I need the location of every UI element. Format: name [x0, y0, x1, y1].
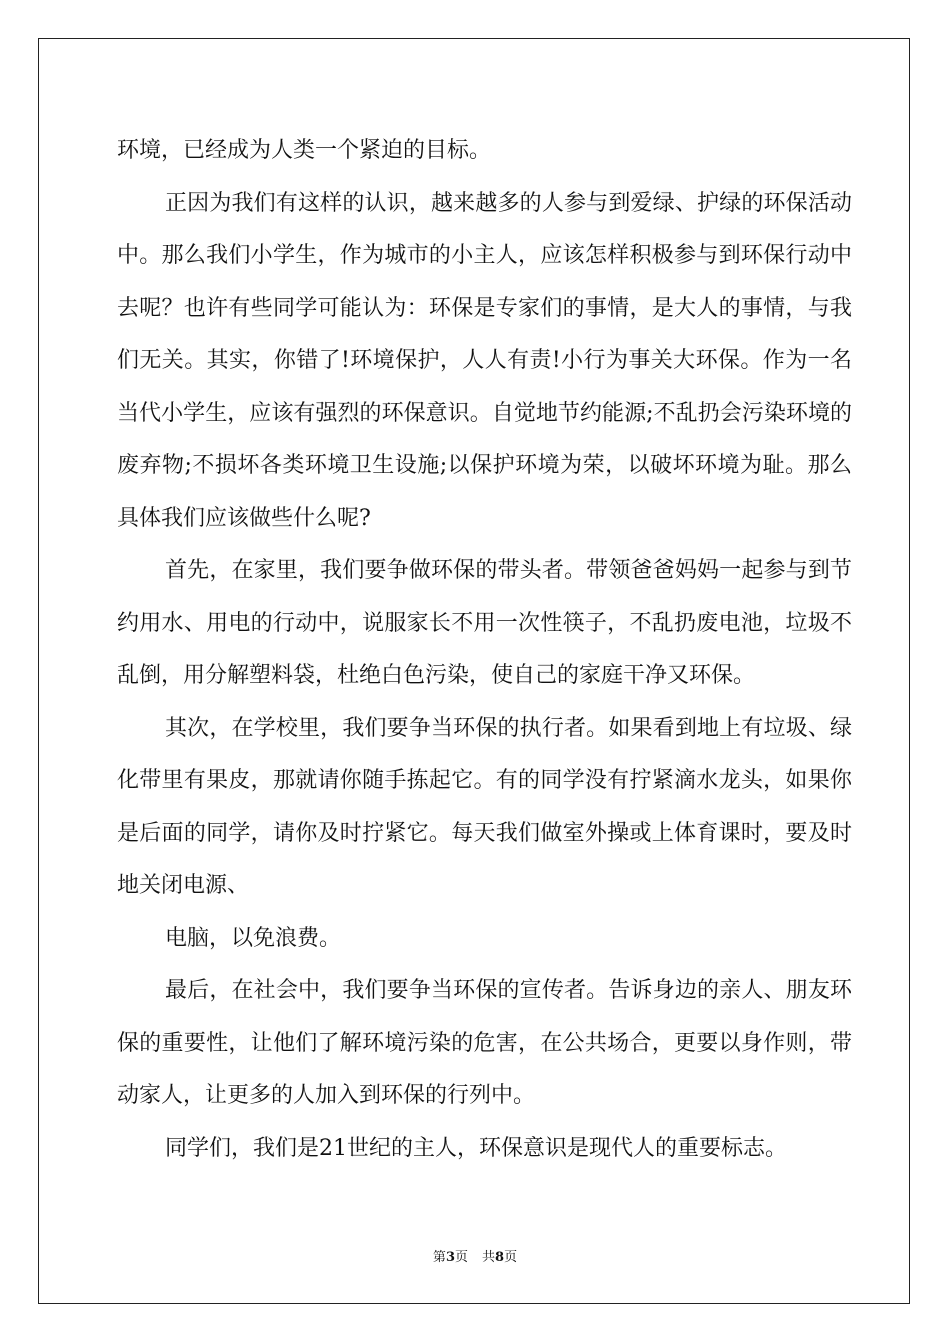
total-page-count: 8: [495, 1250, 505, 1265]
paragraph-7: 同学们，我们是21世纪的主人，环保意识是现代人的重要标志。: [165, 1135, 787, 1161]
paragraph-3: 首先，在家里，我们要争做环保的带头者。带领爸爸妈妈一起参与到节约用水、用电的行动中，说服家长不用一次性筷子，不乱扔废电池，垃圾不乱倒，用分解塑料袋，杜绝白色污染，使自己的家庭干净又环保。: [117, 558, 852, 688]
paragraph-6: 最后，在社会中，我们要争当环保的宣传者。告诉身边的亲人、朋友环保的重要性，让他们了解环境污染的危害，在公共场合，更要以身作则，带动家人，让更多的人加入到环保的行列中。: [117, 978, 852, 1108]
document-body: [117, 125, 852, 1175]
paragraph-5: 电脑，以免浪费。: [165, 925, 342, 951]
paragraph-2: 正因为我们有这样的认识，越来越多的人参与到爱绿、护绿的环保活动中。那么我们小学生，作为城市的小主人，应该怎样积极参与到环保行动中去呢？也许有些同学可能认为：环保是专家们的事情，是大人的事情，与我们无关。其实，你错了!环境保护，人人有责!小行为事关大环保。作为一名当代小学生，应该有强烈的环保意识。自觉地节约能源;不乱扔会污染环境的废弃物;不损坏各类环境卫生设施;以保护环境为荣，以破坏环境为耻。那么具体我们应该做些什么呢?: [117, 190, 852, 531]
paragraph-1: 环境，已经成为人类一个紧迫的目标。: [117, 138, 492, 163]
paragraph-4: 其次，在学校里，我们要争当环保的执行者。如果看到地上有垃圾、绿化带里有果皮，那就请你随手拣起它。有的同学没有拧紧滴水龙头，如果你是后面的同学，请你及时拧紧它。每天我们做室外操或上体育课时，要及时地关闭电源、: [117, 715, 852, 898]
footer-prefix: 第: [432, 1250, 446, 1265]
footer-total-suffix: 页: [504, 1250, 518, 1265]
page-footer: [0, 1246, 950, 1265]
footer-page-suffix: 页: [454, 1250, 468, 1265]
current-page-number: 3: [445, 1250, 455, 1265]
footer-total-prefix: 共: [482, 1250, 496, 1265]
